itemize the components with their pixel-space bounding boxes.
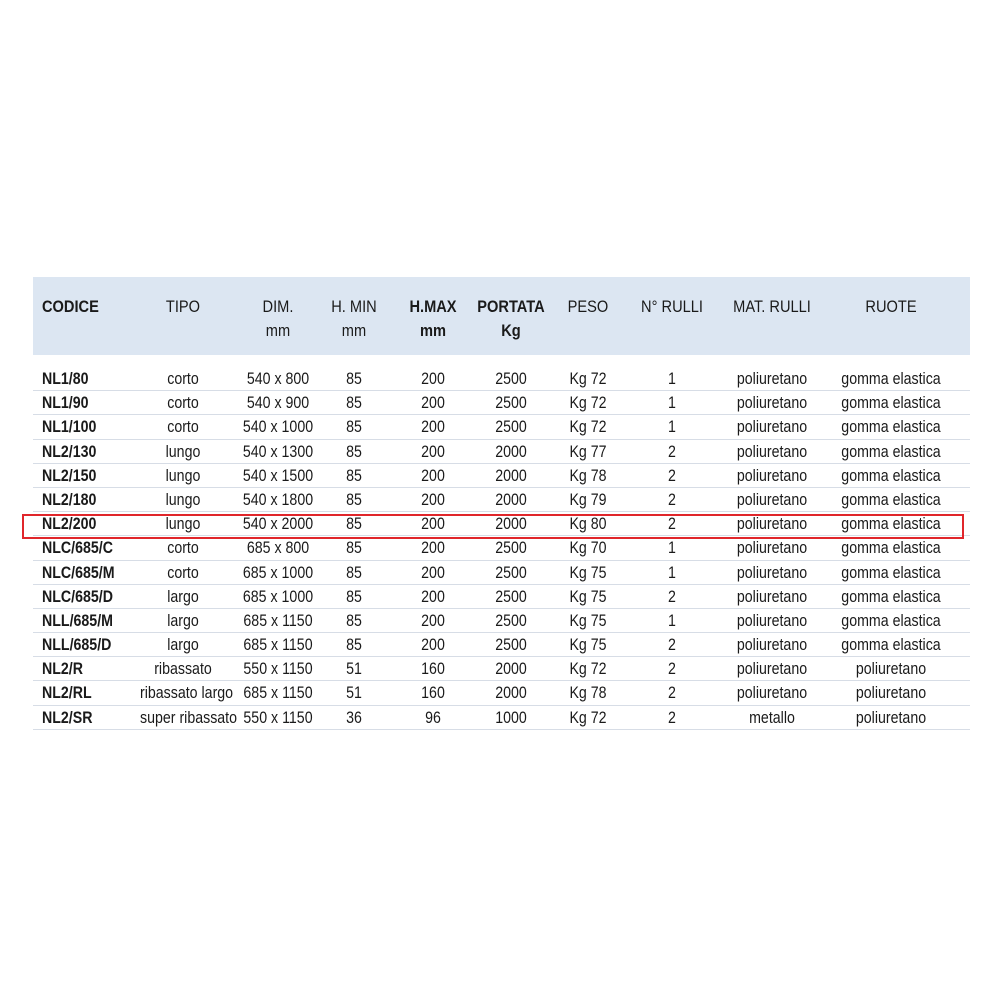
cell-tipo: corto [167, 370, 199, 388]
cell-rulli: 2 [668, 515, 676, 534]
cell-tipo: corto [167, 418, 199, 437]
table-row [33, 609, 970, 633]
table-row [33, 706, 970, 730]
cell-hmax: 200 [421, 611, 445, 630]
cell-hmax: 96 [425, 708, 441, 727]
cell-mat-rulli: poliuretano [736, 442, 808, 461]
cell-codice: NL1/100 [42, 418, 97, 437]
cell-codice: NLC/685/C [42, 539, 113, 558]
cell-peso: Kg 75 [569, 587, 607, 606]
cell-ruote: gomma elastica [841, 442, 941, 461]
cell-hmin: 85 [346, 490, 362, 509]
cell-codice: NL2/R [42, 660, 83, 679]
cell-portata: 2000 [495, 660, 527, 679]
cell-mat-rulli: poliuretano [736, 636, 808, 655]
cell-hmin: 85 [346, 515, 362, 534]
cell-ruote: gomma elastica [841, 418, 941, 437]
cell-ruote: gomma elastica [841, 611, 941, 630]
header-portata: PORTATA Kg [477, 297, 545, 340]
cell-ruote: gomma elastica [841, 587, 941, 606]
table-row [33, 536, 970, 560]
cell-portata: 2500 [495, 611, 527, 630]
cell-peso: Kg 77 [569, 442, 607, 461]
table-row [33, 488, 970, 512]
cell-hmax: 200 [421, 515, 445, 534]
cell-hmin: 85 [346, 418, 362, 437]
cell-mat-rulli: poliuretano [736, 660, 808, 679]
cell-peso: Kg 80 [569, 515, 607, 534]
table-row [33, 391, 970, 415]
cell-portata: 2000 [495, 490, 527, 509]
header-tipo: TIPO [165, 297, 201, 316]
cell-rulli: 2 [668, 442, 676, 461]
cell-peso: Kg 72 [569, 660, 607, 679]
cell-codice: NLC/685/D [42, 587, 113, 606]
header-codice: CODICE [42, 297, 99, 316]
cell-codice: NLL/685/D [42, 636, 112, 655]
cell-peso: Kg 75 [569, 636, 607, 655]
cell-ruote: gomma elastica [841, 539, 941, 558]
cell-tipo: lungo [165, 466, 201, 485]
cell-tipo: largo [167, 611, 199, 630]
cell-hmin: 85 [346, 611, 362, 630]
cell-rulli: 1 [668, 539, 676, 558]
cell-hmin: 85 [346, 394, 362, 413]
cell-hmax: 200 [421, 466, 445, 485]
cell-ruote: gomma elastica [841, 490, 941, 509]
cell-hmin: 85 [346, 370, 362, 388]
cell-mat-rulli: metallo [749, 708, 795, 727]
cell-codice: NL1/90 [42, 394, 89, 413]
cell-hmax: 200 [421, 636, 445, 655]
cell-dim: 540 x 800 [246, 370, 310, 388]
cell-peso: Kg 75 [569, 563, 607, 582]
cell-ruote: gomma elastica [841, 466, 941, 485]
cell-ruote: gomma elastica [841, 370, 941, 388]
cell-tipo: lungo [165, 490, 201, 509]
cell-tipo: lungo [165, 442, 201, 461]
cell-dim: 685 x 800 [246, 539, 310, 558]
cell-ruote: gomma elastica [841, 563, 941, 582]
cell-tipo: corto [167, 539, 199, 558]
cell-codice: NL1/80 [42, 370, 89, 388]
cell-dim: 685 x 1150 [243, 684, 313, 703]
cell-portata: 2000 [495, 515, 527, 534]
cell-peso: Kg 72 [569, 394, 607, 413]
cell-ruote: gomma elastica [841, 394, 941, 413]
cell-portata: 2500 [495, 418, 527, 437]
cell-ruote: poliuretano [855, 660, 927, 679]
cell-tipo: largo [167, 636, 199, 655]
cell-rulli: 2 [668, 684, 676, 703]
cell-portata: 2000 [495, 466, 527, 485]
cell-peso: Kg 78 [569, 684, 607, 703]
cell-dim: 550 x 1150 [243, 660, 313, 679]
cell-hmax: 200 [421, 490, 445, 509]
cell-ruote: poliuretano [855, 708, 927, 727]
cell-hmin: 85 [346, 563, 362, 582]
cell-tipo: lungo [165, 515, 201, 534]
cell-portata: 2500 [495, 370, 527, 388]
cell-hmax: 160 [421, 684, 445, 703]
cell-codice: NL2/180 [42, 490, 97, 509]
cell-hmax: 200 [421, 587, 445, 606]
cell-codice: NLC/685/M [42, 563, 115, 582]
cell-dim: 540 x 1500 [242, 466, 314, 485]
header-ruote: RUOTE [865, 297, 917, 316]
cell-rulli: 2 [668, 708, 676, 727]
cell-codice: NL2/130 [42, 442, 97, 461]
table-row [33, 440, 970, 464]
cell-ruote: gomma elastica [841, 636, 941, 655]
cell-rulli: 2 [668, 466, 676, 485]
table-row [33, 657, 970, 681]
table-header [33, 277, 970, 355]
cell-tipo: ribassato [154, 660, 212, 679]
cell-hmin: 85 [346, 466, 362, 485]
header-mat-rulli: MAT. RULLI [733, 297, 811, 316]
cell-hmax: 200 [421, 418, 445, 437]
cell-rulli: 1 [668, 563, 676, 582]
header-peso: PESO [567, 297, 609, 316]
cell-hmax: 200 [421, 370, 445, 388]
header-dim: DIM. mm [262, 297, 294, 340]
cell-mat-rulli: poliuretano [736, 418, 808, 437]
cell-hmin: 85 [346, 636, 362, 655]
table-row [33, 561, 970, 585]
cell-ruote: gomma elastica [841, 515, 941, 534]
cell-hmax: 160 [421, 660, 445, 679]
cell-hmin: 51 [346, 684, 362, 703]
cell-hmax: 200 [421, 563, 445, 582]
cell-dim: 685 x 1000 [242, 587, 314, 606]
cell-dim: 685 x 1150 [243, 636, 313, 655]
cell-hmin: 51 [346, 660, 362, 679]
cell-peso: Kg 78 [569, 466, 607, 485]
header-hmin: H. MIN mm [331, 297, 377, 340]
cell-peso: Kg 72 [569, 418, 607, 437]
cell-mat-rulli: poliuretano [736, 563, 808, 582]
cell-tipo: corto [167, 394, 199, 413]
cell-dim: 540 x 1300 [242, 442, 314, 461]
cell-hmin: 85 [346, 442, 362, 461]
cell-portata: 2000 [495, 684, 527, 703]
cell-mat-rulli: poliuretano [736, 394, 808, 413]
cell-ruote: poliuretano [855, 684, 927, 703]
table-row [33, 512, 970, 536]
table-row [33, 367, 970, 391]
cell-portata: 2500 [495, 563, 527, 582]
cell-mat-rulli: poliuretano [736, 611, 808, 630]
table-body [33, 367, 970, 730]
header-rulli: N° RULLI [641, 297, 703, 316]
header-hmax: H.MAX mm [409, 297, 457, 340]
cell-rulli: 1 [668, 394, 676, 413]
cell-peso: Kg 75 [569, 611, 607, 630]
cell-dim: 550 x 1150 [243, 708, 313, 727]
cell-dim: 540 x 1800 [242, 490, 314, 509]
cell-mat-rulli: poliuretano [736, 515, 808, 534]
cell-peso: Kg 72 [569, 708, 607, 727]
cell-mat-rulli: poliuretano [736, 539, 808, 558]
cell-portata: 1000 [495, 708, 527, 727]
cell-peso: Kg 79 [569, 490, 607, 509]
cell-dim: 540 x 2000 [242, 515, 314, 534]
cell-peso: Kg 72 [569, 370, 607, 388]
cell-hmax: 200 [421, 442, 445, 461]
cell-dim: 540 x 1000 [242, 418, 314, 437]
cell-rulli: 1 [668, 370, 676, 388]
table-row [33, 464, 970, 488]
cell-codice: NL2/150 [42, 466, 97, 485]
cell-codice: NL2/SR [42, 708, 93, 727]
cell-dim: 685 x 1000 [242, 563, 314, 582]
cell-tipo: corto [167, 563, 199, 582]
cell-rulli: 2 [668, 660, 676, 679]
cell-dim: 540 x 900 [246, 394, 310, 413]
cell-tipo: ribassato largo [140, 684, 234, 703]
cell-portata: 2500 [495, 394, 527, 413]
cell-rulli: 2 [668, 587, 676, 606]
cell-rulli: 2 [668, 636, 676, 655]
table-row [33, 681, 970, 705]
cell-mat-rulli: poliuretano [736, 466, 808, 485]
cell-mat-rulli: poliuretano [736, 490, 808, 509]
cell-hmax: 200 [421, 394, 445, 413]
cell-portata: 2500 [495, 587, 527, 606]
cell-mat-rulli: poliuretano [736, 587, 808, 606]
cell-mat-rulli: poliuretano [736, 370, 808, 388]
cell-peso: Kg 70 [569, 539, 607, 558]
cell-mat-rulli: poliuretano [736, 684, 808, 703]
cell-hmin: 85 [346, 539, 362, 558]
cell-codice: NLL/685/M [42, 611, 113, 630]
cell-hmax: 200 [421, 539, 445, 558]
cell-tipo: largo [167, 587, 199, 606]
cell-hmin: 36 [346, 708, 362, 727]
cell-hmin: 85 [346, 587, 362, 606]
cell-rulli: 2 [668, 490, 676, 509]
cell-rulli: 1 [668, 611, 676, 630]
cell-codice: NL2/200 [42, 515, 97, 534]
table-row [33, 633, 970, 657]
cell-portata: 2500 [495, 636, 527, 655]
cell-tipo: super ribassato [140, 708, 238, 727]
cell-dim: 685 x 1150 [243, 611, 313, 630]
table-row [33, 585, 970, 609]
cell-portata: 2500 [495, 539, 527, 558]
cell-portata: 2000 [495, 442, 527, 461]
cell-rulli: 1 [668, 418, 676, 437]
cell-codice: NL2/RL [42, 684, 92, 703]
table-row [33, 415, 970, 439]
